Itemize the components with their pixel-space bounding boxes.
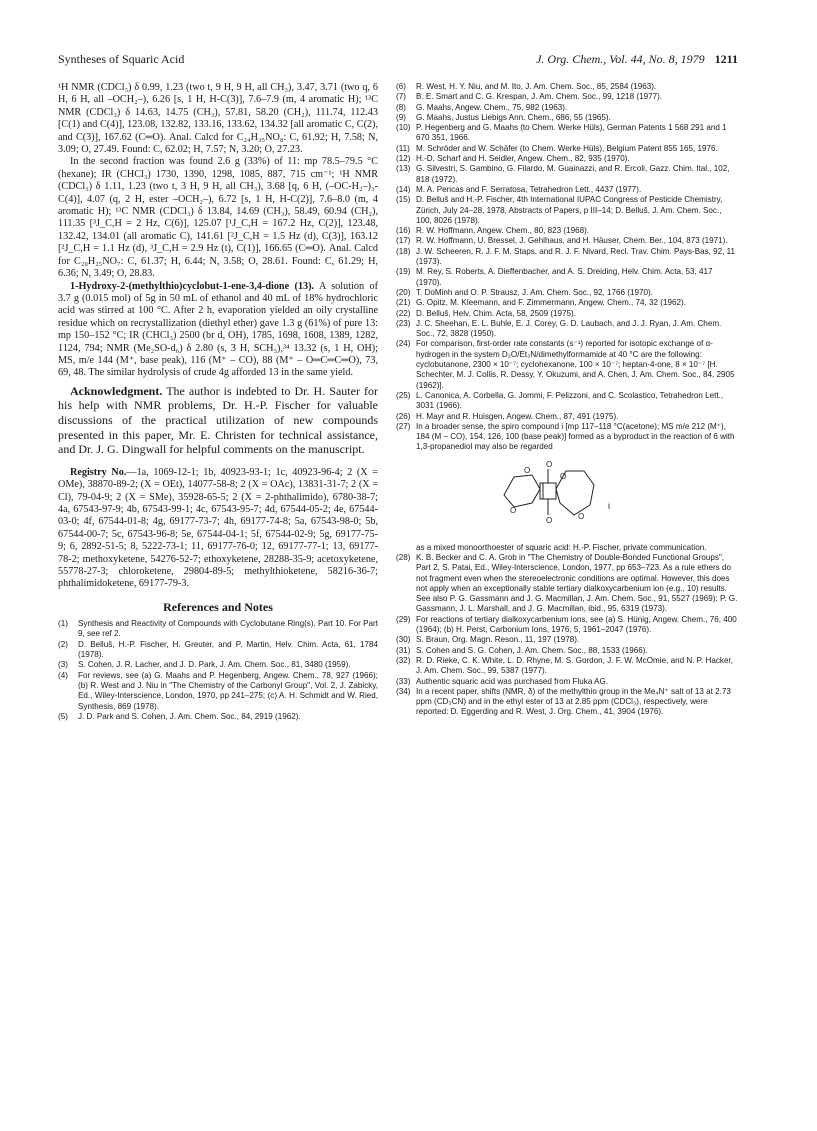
reference-item [396, 309, 738, 319]
compound-13-title: 1-Hydroxy-2-(methylthio)cyclobut-1-ene-3,4-dione (13). [70, 280, 315, 292]
running-title: Syntheses of Squaric Acid [58, 52, 185, 66]
reference-number: (11) [396, 143, 410, 153]
journal-name: J. Org. Chem., Vol. 44, No. 8, 1979 [536, 52, 705, 66]
reference-number: (12) [396, 154, 411, 164]
reference-text: In a broader sense, the spiro compound i [mp 117–118 °C(acetone); MS m/e 212 (M⁺), 184 (M – CO), 154, 126, 100 (base peak)] formed as a byproduct in the reaction of 6 with 1,3-propanediol may also be regarded [416, 421, 735, 452]
reference-text: Authentic squaric acid was purchased from Fluka AG. [416, 676, 609, 686]
reference-text: P. Hegenberg and G. Maahs (to Chem. Werke Hüls), German Patents 1 568 291 and 1 670 351, 1966. [416, 123, 727, 143]
reference-item [396, 646, 738, 656]
reference-item [396, 267, 738, 288]
reference-item [396, 82, 738, 92]
reference-text: L. Canonica, A. Corbella, G. Jommi, F. Pelizzoni, and C. Scolastico, Tetrahedron Lett., 3031 (1966). [416, 390, 724, 411]
spiro-compound-structure [494, 455, 604, 535]
reference-text: G. Maahs, Justus Liebigs Ann. Chem., 686, 55 (1965). [416, 112, 611, 122]
reference-text: S. Braun, Org. Magn. Reson., 11, 197 (1978). [416, 635, 580, 645]
reference-item [58, 640, 378, 661]
reference-number: (4) [58, 670, 68, 680]
reference-item [396, 185, 738, 195]
reference-item [396, 103, 738, 113]
reference-text: T. DoMinh and O. P. Strausz, J. Am. Chem. Soc., 92, 1766 (1970). [416, 287, 653, 297]
reference-item [396, 615, 738, 636]
reference-number: (17) [396, 236, 411, 246]
reference-item [396, 144, 738, 154]
reference-text: R. West, H. Y. Niu, and M. Ito, J. Am. Chem. Soc., 85, 2584 (1963). [416, 82, 657, 91]
svg-text:O: O [546, 515, 553, 525]
reference-text: R. W. Hoffmann, U. Bressel, J. Gehlhaus, and H. Häuser, Chem. Ber., 104, 873 (1971). [416, 236, 728, 246]
spiro-compound-figure [396, 455, 738, 537]
reference-number: (21) [396, 298, 411, 308]
reference-item [396, 164, 738, 185]
reference-number: (33) [396, 676, 411, 686]
second-fraction-paragraph: In the second fraction was found 2.6 g (33%) of 11: mp 78.5–79.5 °C (hexane); IR (CHCl₃) 1730, 1390, 1298, 1085, 887, 715 cm⁻¹; ¹H NMR (CDCl₃) δ 1.11, 1.23 (two t, 3 H, 9 H, all CH₃), 3.68 [q, 6 H, (–OC-H₂–)₃-C(4)], 4.07 (q, 2 H, ester –OCH₂–), 6.72 [s, 1 H, H-C(2)], 7.6–8.0 (m, 4 aromatic H); ¹³C NMR (CDCl₃) δ 13.84, 14.69 (CH₃), 58.49, 60.94 (CH₂), 111.35 [³J_C,H = 2 Hz, C(6)], 125.07 [¹J_C,H = 167.2 Hz, C(2)], 123.48, 132.42, 134.01 (all aromatic C), 141.61 [²J_C,H = 1.5 Hz (d), C(3)], 163.12 [²J_C,H = 1.1 Hz (d), ³J_C,H = 2.9 Hz (t), C(1)], 166.65 (C═O). Anal. Calcd for C₂₀H₂₅NO₇: C, 61.37; H, 6.44; N, 3.58; O, 28.61. Found: C, 61.29; H, 6.36; N, 3.49; O, 28.83. [58, 156, 378, 280]
reference-text: For reviews, see (a) G. Maahs and P. Hegenberg, Angew. Chem., 78, 927 (1966); (b) R. West and J. Niu in "The Chemistry of the Carbonyl Group", Vol. 2, J. Zabicky, Ed., Wiley-Interscience, London, 1970, pp 241–275; (c) A. H. Schmidt and W. Ried, Synthesis, 869 (1978). [78, 670, 378, 711]
reference-number: (1) [58, 619, 68, 629]
figure-label: i [608, 500, 610, 511]
reference-text: M. A. Pericas and F. Serratosa, Tetrahedron Lett., 4437 (1977). [416, 184, 642, 194]
reference-number: (30) [396, 635, 411, 645]
svg-text:O: O [524, 465, 531, 475]
reference-number: (23) [396, 318, 411, 328]
page-number: 1211 [714, 52, 738, 66]
reference-text: D. Belluš, H.-P. Fischer, H. Greuter, and P. Martin, Helv. Chim. Acta, 61, 1784 (1978). [78, 639, 378, 660]
journal-citation [536, 52, 738, 67]
reference-number: (15) [396, 195, 411, 205]
reference-item [396, 123, 738, 144]
reference-text: Synthesis and Reactivity of Compounds with Cyclobutane Ring(s). Part 10. For Part 9, see ref 2. [78, 619, 378, 639]
reference-text: K. B. Becker and C. A. Grob in "The Chemistry of Double-Bonded Functional Groups", Part 2, S. Patai, Ed., Wiley-Interscience, London, 1977, pp 653–723. As a rule ethers do not fragment even when the stereoelectronic conditions are optimal. However, this does not apply when an exceptionally stable tertiary dialkoxycarbenium ion (e.g., 10) results. See also P. G. Gassmann and J. G. Macmillan, J. Am. Chem. Soc., 91, 5527 (1969); P. G. Gassmann, J. L. Marshall, and J. G. Macmillan, ibid., 95, 6319 (1973). [416, 552, 738, 614]
reference-text: R. D. Rieke, C. K. White, L. D. Rhyne, M. S. Gordon, J. F. W. McOmie, and N. P. Hacker, J. Am. Chem. Soc., 99, 5387 (1977). [416, 655, 733, 676]
left-column [58, 82, 378, 722]
reference-text: H. Mayr and R. Huisgen, Angew. Chem., 87, 491 (1975). [416, 411, 619, 421]
reference-item [396, 298, 738, 308]
reference-number: (14) [396, 184, 411, 194]
acknowledgment [58, 384, 378, 457]
references-heading: References and Notes [163, 599, 273, 614]
reference-item [396, 195, 738, 226]
reference-text: D. Belluš, Helv. Chim. Acta, 58, 2509 (1975). [416, 308, 577, 318]
reference-item [58, 671, 378, 712]
references-list-right-a [396, 82, 738, 453]
reference-text: D. Belluš and H.-P. Fischer, 4th International IUPAC Congress of Pesticide Chemistry, Zürich, July 24–28, 1978, Abstracts of Papers, p III–14; D. Belluš, J. Am. Chem. Soc., 100, 8026 (1978). [416, 195, 723, 225]
references-list-right-b [396, 553, 738, 718]
compound-13-paragraph [58, 281, 378, 380]
reference-text: J. D. Park and S. Cohen, J. Am. Chem. Soc., 84, 2919 (1962). [78, 711, 301, 721]
reference-item [396, 236, 738, 246]
reference-text: S. Cohen, J. R. Lacher, and J. D. Park, J. Am. Chem. Soc., 81, 3480 (1959). [78, 660, 351, 670]
reference-item [396, 677, 738, 687]
reference-number: (19) [396, 267, 411, 277]
reference-item [396, 422, 738, 453]
reference-number: (25) [396, 390, 411, 400]
registry-body: —1a, 1069-12-1; 1b, 40923-93-1; 1c, 40923-96-4; 2 (X = OMe), 38870-89-2; (X = OEt), 14077-58-8; 2 (X = OAc), 13831-31-7; 2 (X = Cl), 79-04-9; 2 (X = SMe), 35928-65-5; 2 (X = 2-phthalimido), 6780-38-7; 4a, 67543-97-9; 4b, 67543-99-1; 4c, 67543-95-7; 4d, 67544-05-2; 4e, 67544-03-0; 4f, 67544-01-8; 4g, 69177-73-7; 4h, 69177-74-8; 5a, 67543-98-0; 5b, 67544-00-7; 5c, 67543-96-8; 5e, 67544-04-1; 5f, 67544-02-9; 5g, 69177-75-9; 6, 2892-51-5; 8, 5222-73-1; 11, 69177-76-0; 12, 69177-77-1; 13, 69177-78-2; methoxyketene, 54276-52-7; ethoxyketene, 28288-35-9; acetoxyketene, 55778-27-3; chloroketene, 29804-89-5; methylthioketene, 58216-36-7; phthalimidoketene, 69177-79-3. [58, 466, 378, 590]
acknowledgment-title: Acknowledgment. [70, 383, 163, 398]
reference-number: (22) [396, 308, 411, 318]
ref-27-continued: as a mixed monoorthoester of squaric acid: H.-P. Fischer, private communication. [416, 542, 707, 552]
reference-item [396, 391, 738, 412]
references-list-left [58, 619, 378, 722]
compound-13-body: A solution of 3.7 g (0.015 mol) of 5g in 50 mL of ethanol and 40 mL of 18% hydrochloric acid was stirred at 100 °C. After 2 h, evaporation yielded an oily crystalline residue which on recrystallization (diethyl ether) gave 1.3 g (61%) of pure 13: mp 150–152 °C; IR (CHCl₃) 2500 (br d, OH), 1785, 1698, 1608, 1389, 1282, 1124, 794; NMR (Me₂SO-d₆) δ 2.80 (s, 3 H, SCH₃),³⁴ 13.32 (s, 1 H, OH); MS, m/e 144 (M⁺, base peak), 116 (M⁺ – CO), 88 (M⁺ – O═C═C═O), 73, 69, 48. The similar hydrolysis of crude 4g afforded 13 in the same yield. [58, 280, 378, 379]
reference-text: B. E. Smart and C. G. Krespan, J. Am. Chem. Soc., 99, 1218 (1977). [416, 92, 663, 102]
reference-item [396, 319, 738, 340]
reference-number: (27) [396, 421, 411, 431]
reference-text: R. W. Hoffmann, Angew. Chem., 80, 823 (1968). [416, 226, 590, 236]
reference-item [396, 656, 738, 677]
reference-text: H.-D. Scharf and H. Seidler, Angew. Chem., 82, 935 (1970). [416, 154, 630, 164]
reference-number: (20) [396, 287, 411, 297]
reference-item [396, 226, 738, 236]
reference-number: (10) [396, 123, 411, 133]
reference-item [396, 339, 738, 390]
registry-title: Registry No. [70, 466, 127, 478]
reference-number: (9) [396, 112, 406, 122]
reference-text: For reactions of tertiary dialkoxycarbenium ions, see (a) S. Hünig, Angew. Chem., 76, 400 (1964); (b) H. Perst, Carbonium Ions, 1976, 5, 1961–2047 (1976). [416, 614, 737, 635]
svg-text:O: O [546, 459, 553, 469]
reference-item [396, 635, 738, 645]
reference-number: (7) [396, 92, 406, 102]
reference-number: (34) [396, 686, 411, 696]
reference-text: J. C. Sheehan, E. L. Buhle, E. J. Corey, G. D. Laubach, and J. J. Ryan, J. Am. Chem. Soc., 72, 3828 (1950). [416, 318, 722, 339]
svg-text:O: O [510, 505, 517, 515]
acknowledgment-body: The author is indebted to Dr. H. Sauter for his help with NMR problems, Dr. H.-P. Fischer for valuable discussions of the practical utilization of new compounds presented in this paper, Mr. E. Christen for technical assistance, and Dr. J. G. Dingwall for helpful comments on the manuscript. [58, 383, 378, 457]
svg-text:O: O [578, 511, 585, 521]
reference-item [58, 660, 378, 670]
reference-number: (13) [396, 164, 411, 174]
reference-number: (29) [396, 614, 411, 624]
right-column [396, 82, 738, 718]
reference-text: In a recent paper, shifts (NMR, δ) of the methylthio group in the Me₄N⁺ salt of 13 at 2.73 ppm (CD₃CN) and in the ethyl ester of 13 at 2.85 ppm (CDCl₃), respectively, were reported: D. Eggerding and R. West, J. Org. Chem., 41, 3904 (1976). [416, 686, 731, 717]
reference-item [396, 553, 738, 615]
reference-item [396, 92, 738, 102]
reference-item [58, 712, 378, 722]
reference-item [396, 687, 738, 718]
reference-text: G. Opitz, M. Kleemann, and F. Zimmermann, Angew. Chem., 74, 32 (1962). [416, 298, 686, 308]
svg-text:O: O [560, 471, 567, 481]
reference-text: M. Rey, S. Roberts, A. Dieffenbacher, and A. S. Dreiding, Helv. Chim. Acta, 53, 417 (1970). [416, 267, 713, 287]
reference-number: (8) [396, 102, 406, 112]
reference-item [396, 247, 738, 268]
nmr-paragraph: ¹H NMR (CDCl₃) δ 0.99, 1.23 (two t, 9 H, 9 H, all CH₃), 3.47, 3.71 (two q, 6 H, 6 H, all –OCH₂–), 6.26 [s, 1 H, H-C(3)], 7.6–7.9 (m, 4 aromatic H); ¹³C NMR (CDCl₃) δ 14.63, 14.75 (CH₃), 57.81, 58.20 (CH₂), 111.74, 112.43 [C(1) and C(4)], 123.08, 132.82, 133.16, 133.62, 134.32 [all aromatic C, C(2), and C(3)], 167.62 (C═O). Anal. Calcd for C₂₄H₃₅NO₈: C, 61.92; H, 7.58; N, 3.09; O, 27.49. Found: C, 62.02; H, 7.57; N, 3.20; O, 27.23. [58, 82, 378, 156]
reference-text: G. Silvestri, S. Gambino, G. Filardo, M. Guainazzi, and R. Ercoli, Gazz. Chim. Ital., 102, 818 (1972). [416, 164, 730, 184]
registry-numbers [58, 467, 378, 591]
reference-number: (28) [396, 552, 411, 562]
reference-number: (32) [396, 655, 411, 665]
reference-item [396, 412, 738, 422]
reference-number: (2) [58, 639, 68, 649]
reference-item [58, 619, 378, 640]
reference-number: (5) [58, 711, 68, 721]
reference-number: (18) [396, 246, 411, 256]
reference-text: S. Cohen and S. G. Cohen, J. Am. Chem. Soc., 88, 1533 (1966). [416, 645, 648, 655]
reference-text: J. W. Scheeren, R. J. F. M. Staps, and R. J. F. Nivard, Recl. Trav. Chim. Pays-Bas, 92, 11 (1973). [416, 246, 736, 267]
reference-number: (6) [396, 82, 406, 91]
reference-number: (16) [396, 226, 411, 236]
reference-text: G. Maahs, Angew. Chem., 75, 982 (1963). [416, 102, 568, 112]
page-header [58, 52, 738, 68]
reference-number: (3) [58, 660, 68, 670]
reference-text: For comparison, first-order rate constants (s⁻¹) reported for isotopic exchange of α-hydrogen in the system D₂O/Et₃N/dimethylformamide at 40 °C are the following: cyclobutanone, 2300 × 10⁻⁷; cyclohexanone, 100 × 10⁻⁷; heptan-4-one, 8 × 10⁻⁷ [H. Schechter, M. J. Collis, R. Dessy, Y. Okuzumi, and A. Chen, J. Am. Chem. Soc., 84, 2905 (1962)]. [416, 339, 735, 390]
reference-number: (26) [396, 411, 411, 421]
reference-number: (31) [396, 645, 411, 655]
reference-item [396, 288, 738, 298]
reference-text: M. Schröder and W. Schäfer (to Chem. Werke Hüls), Belgium Patent 855 165, 1976. [416, 143, 718, 153]
reference-item [396, 154, 738, 164]
reference-item [396, 113, 738, 123]
reference-number: (24) [396, 339, 411, 349]
